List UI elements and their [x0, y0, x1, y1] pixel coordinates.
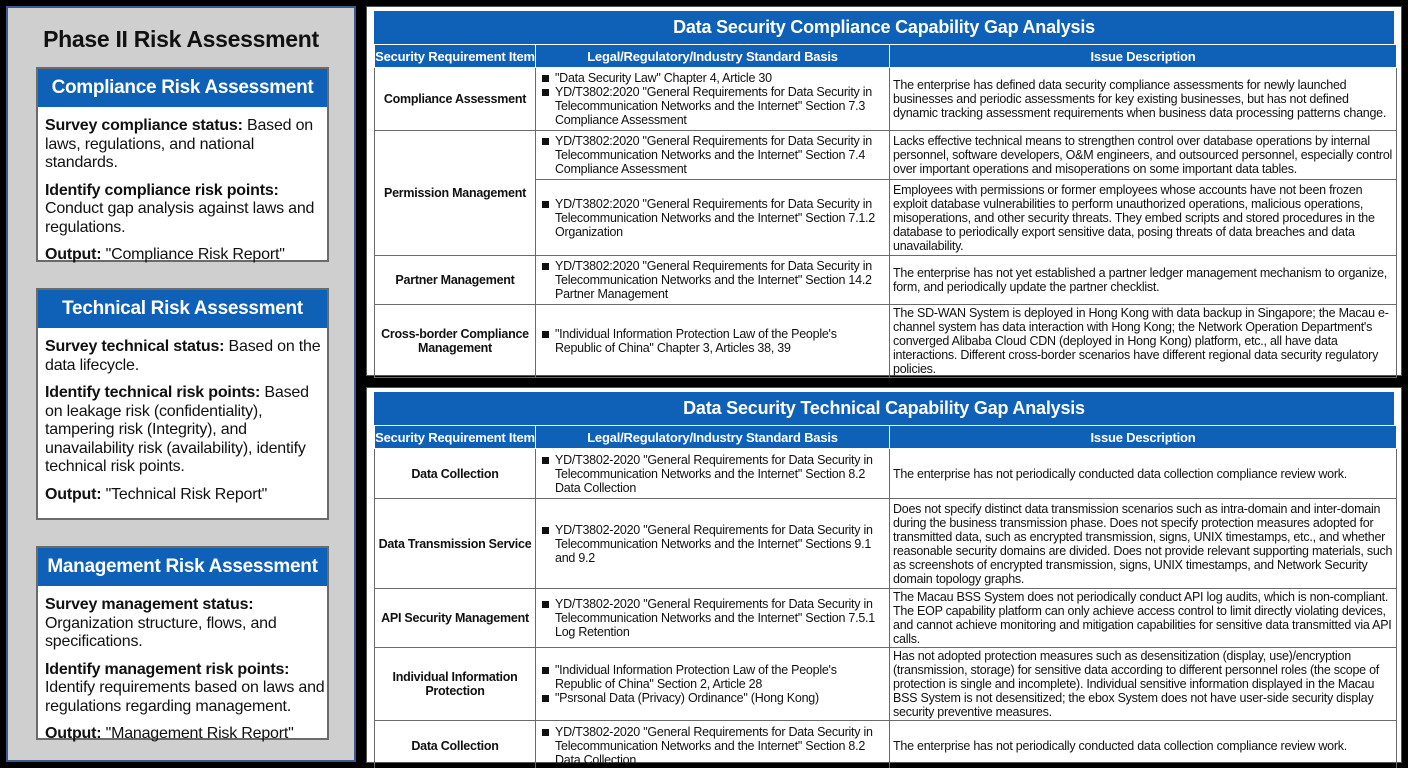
- requirement-item: Cross-border Compliance Management: [375, 305, 536, 378]
- header-row: [375, 426, 1397, 449]
- compliance-gap-table: [374, 44, 1397, 378]
- column-header: Issue Description: [890, 45, 1397, 68]
- technical-table-title: Data Security Technical Capability Gap Analysis: [374, 392, 1394, 425]
- basis-bullet: YD/T3802-2020 "General Requirements for Data Security in Telecommunication Networks and the Internet" Sections 9.1 and 9.2: [555, 523, 886, 565]
- issue-description: The SD-WAN System is deployed in Hong Kong with data backup in Singapore; the Macau e-channel system has data interaction with Hong Kong; the Network Operation Department's converged Alibaba Cloud CDN (deployed in Hong Kong) platform, etc., all have data interactions. Different cross-border scenarios have different regional data security regulatory policies.: [890, 305, 1397, 378]
- basis-bullet: "Individual Information Protection Law of the People's Republic of China" Section 2, Article 28: [555, 663, 886, 691]
- issue-description: Does not specify distinct data transmission scenarios such as intra-domain and inter-domain during the business transmission phase. Does not specify protection measures adopted for transmitted data, such as encrypted transmission, signs, UNIX timestamps, etc., and whether reasonable security domains are divided. Does not provide relevant supporting materials, such as screenshots of encrypted transmission, signs, UNIX timestamps, and Network Security domain topology graphs.: [890, 499, 1397, 589]
- issue-description: Employees with permissions or former employees whose accounts have not been frozen exploit database vulnerabilities to perform unauthorized operations, malicious operations, misoperations, and other security threats. They embed scripts and stored procedures in the database to periodically export sensitive data, posing threats of data breaches and data unavailability.: [890, 180, 1397, 256]
- column-header: Security Requirement Item: [375, 426, 536, 449]
- card-heading: Technical Risk Assessment: [38, 290, 327, 328]
- basis-bullet: "Data Security Law" Chapter 4, Article 30: [555, 71, 886, 85]
- issue-description: The Macau BSS System does not periodically conduct API log audits, which is non-compliant. The EOP capability platform can only achieve access control to limit directly violating devices, and cannot achieve monitoring and mitigation capabilities for sensitive data transmitted via API calls.: [890, 589, 1397, 648]
- requirement-item: Permission Management: [375, 131, 536, 256]
- column-header: Legal/Regulatory/Industry Standard Basis: [536, 45, 890, 68]
- table-row: [375, 256, 1397, 305]
- column-header: Security Requirement Item: [375, 45, 536, 68]
- table-row: [375, 499, 1397, 589]
- card-heading: Compliance Risk Assessment: [38, 69, 327, 107]
- basis-bullet: YD/T3802:2020 "General Requirements for Data Security in Telecommunication Networks and the Internet" Section 7.1.2 Organization: [555, 197, 886, 239]
- issue-description: Has not adopted protection measures such as desensitization (display, use)/encryption (transmission, storage) for sensitive data according to different personnel roles (the scope of protection is single and incomplete). Individual sensitive information displayed in the Macau BSS System is not desensitized; the ebox System does not have user-side security display security preventive measures.: [890, 648, 1397, 721]
- card-output-text: Output: "Management Risk Report": [45, 725, 294, 742]
- issue-description: The enterprise has not periodically conducted data collection compliance review work.: [890, 721, 1397, 768]
- compliance-gap-panel: [366, 6, 1402, 376]
- phase-title: Phase II Risk Assessment: [43, 26, 319, 52]
- standard-basis: [536, 648, 890, 721]
- standard-basis: [536, 131, 890, 180]
- card-heading: Management Risk Assessment: [38, 548, 327, 586]
- table-row: [375, 131, 1397, 180]
- requirement-item: Data Transmission Service: [375, 499, 536, 589]
- card-identify-text: Identify management risk points: Identify requirements based on laws and regulations regarding management.: [45, 660, 325, 715]
- technical-gap-table: [374, 425, 1397, 768]
- issue-description: The enterprise has defined data security compliance assessments for newly launched businesses and periodic assessments for key existing businesses, but has not defined dynamic tracking assessment requirements when business data processing patterns change.: [890, 68, 1397, 131]
- requirement-item: Compliance Assessment: [375, 68, 536, 131]
- basis-bullet: YD/T3802-2020 "General Requirements for Data Security in Telecommunication Networks and the Internet" Section 8.2 Data Collection: [555, 453, 886, 495]
- column-header: Legal/Regulatory/Industry Standard Basis: [536, 426, 890, 449]
- standard-basis: [536, 68, 890, 131]
- table-row: [375, 589, 1397, 648]
- table-row: [375, 449, 1397, 499]
- standard-basis: [536, 721, 890, 768]
- basis-bullet: YD/T3802:2020 "General Requirements for Data Security in Telecommunication Networks and the Internet" Section 14.2 Partner Management: [555, 259, 886, 301]
- basis-bullet: YD/T3802:2020 "General Requirements for Data Security in Telecommunication Networks and the Internet" Section 7.3 Compliance Assessment: [555, 85, 886, 127]
- standard-basis: [536, 589, 890, 648]
- technical-gap-panel: [366, 387, 1402, 767]
- issue-description: The enterprise has not periodically conducted data collection compliance review work.: [890, 449, 1397, 499]
- card-identify-text: Identify technical risk points: Based on leakage risk (confidentiality), tampering risk (Integrity), and unavailability risk (availability), identify technical risk points.: [45, 384, 309, 475]
- issue-description: Lacks effective technical means to strengthen control over database operations by internal personnel, software developers, O&M engineers, and outsourced personnel, especially control over important operations and misoperations on some important data tables.: [890, 131, 1397, 180]
- table-row: [375, 68, 1397, 131]
- standard-basis: [536, 180, 890, 256]
- requirement-item: Partner Management: [375, 256, 536, 305]
- technical-risk-card: [36, 288, 329, 520]
- standard-basis: [536, 499, 890, 589]
- standard-basis: [536, 305, 890, 378]
- compliance-risk-card: [36, 67, 329, 262]
- compliance-table-title: Data Security Compliance Capability Gap Analysis: [374, 11, 1394, 44]
- standard-basis: [536, 449, 890, 499]
- requirement-item: Data Collection: [375, 449, 536, 499]
- card-survey-text: Survey management status: Organization structure, flows, and specifications.: [45, 596, 277, 650]
- header-row: [375, 45, 1397, 68]
- basis-bullet: YD/T3802:2020 "General Requirements for Data Security in Telecommunication Networks and the Internet" Section 7.4 Compliance Assessment: [555, 134, 886, 176]
- card-survey-text: Survey compliance status: Based on laws, regulations, and national standards.: [45, 117, 314, 171]
- basis-bullet: YD/T3802-2020 "General Requirements for Data Security in Telecommunication Networks and the Internet" Section 7.5.1 Log Retention: [555, 597, 886, 639]
- card-survey-text: Survey technical status: Based on the data lifecycle.: [45, 338, 321, 374]
- basis-bullet: YD/T3802-2020 "General Requirements for Data Security in Telecommunication Networks and the Internet" Section 8.2 Data Collection: [555, 725, 886, 767]
- basis-bullet: "Psrsonal Data (Privacy) Ordinance" (Hong Kong): [555, 691, 886, 705]
- card-output-text: Output: "Compliance Risk Report": [45, 246, 285, 263]
- phase-panel: [6, 6, 356, 762]
- requirement-item: Individual Information Protection: [375, 648, 536, 721]
- requirement-item: Data Collection: [375, 721, 536, 768]
- card-identify-text: Identify compliance risk points: Conduct gap analysis against laws and regulations.: [45, 181, 315, 236]
- card-output-text: Output: "Technical Risk Report": [45, 485, 268, 503]
- column-header: Issue Description: [890, 426, 1397, 449]
- management-risk-card: [36, 546, 329, 740]
- issue-description: The enterprise has not yet established a partner ledger management mechanism to organize, form, and periodically update the partner checklist.: [890, 256, 1397, 305]
- requirement-item: API Security Management: [375, 589, 536, 648]
- standard-basis: [536, 256, 890, 305]
- table-row: [375, 648, 1397, 721]
- table-row: [375, 721, 1397, 768]
- basis-bullet: "Individual Information Protection Law of the People's Republic of China" Chapter 3, Articles 38, 39: [555, 327, 886, 355]
- table-row: [375, 305, 1397, 378]
